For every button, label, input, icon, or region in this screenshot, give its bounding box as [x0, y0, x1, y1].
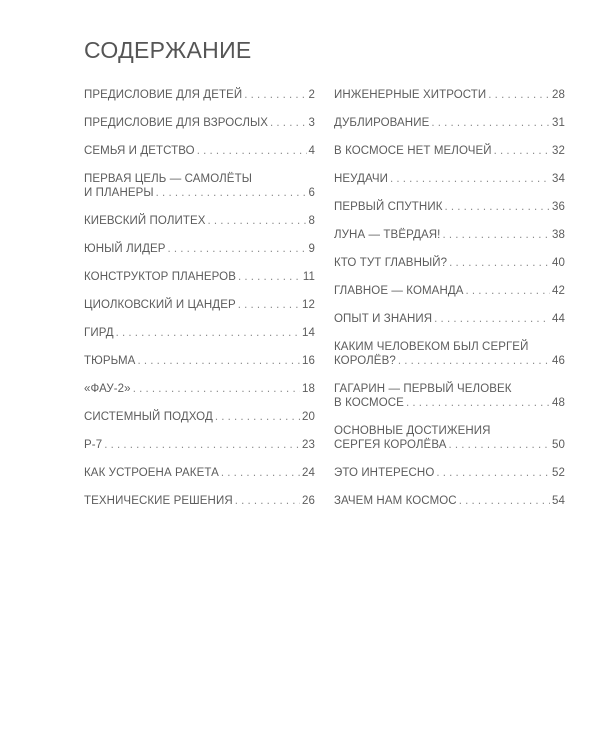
toc-entry — [334, 172, 565, 200]
toc-entry-title: ИНЖЕНЕРНЫЕ ХИТРОСТИ — [334, 89, 487, 101]
dot-leader — [208, 214, 307, 228]
toc-column-left — [84, 88, 315, 522]
toc-entry-title: В КОСМОСЕ НЕТ МЕЛОЧЕЙ — [334, 145, 492, 157]
page-title: СОДЕРЖАНИЕ — [84, 37, 252, 63]
toc-entry-title: ЗАЧЕМ НАМ КОСМОС — [334, 495, 457, 507]
dot-leader — [221, 466, 300, 480]
toc-page-number: 23 — [302, 439, 315, 451]
dot-leader — [238, 298, 300, 312]
toc-entry — [84, 270, 315, 298]
toc-entry — [334, 466, 565, 494]
toc-entry — [84, 116, 315, 144]
toc-entry-title: Р-7 — [84, 439, 103, 451]
toc-page-number: 6 — [308, 187, 315, 199]
dot-leader — [488, 88, 550, 102]
dot-leader — [449, 256, 550, 270]
toc-page-number: 28 — [552, 89, 565, 101]
toc-entry-title: ЦИОЛКОВСКИЙ И ЦАНДЕР — [84, 299, 236, 311]
dot-leader — [445, 200, 551, 214]
dot-leader — [390, 172, 550, 186]
dot-leader — [215, 410, 300, 424]
dot-leader — [104, 438, 300, 452]
toc-entry — [84, 438, 315, 466]
toc-entry — [84, 326, 315, 354]
toc-entry — [334, 256, 565, 284]
dot-leader — [448, 438, 550, 452]
dot-leader — [244, 88, 306, 102]
toc-entry-title: КОНСТРУКТОР ПЛАНЕРОВ — [84, 271, 236, 283]
dot-leader — [133, 382, 300, 396]
toc-entry — [84, 382, 315, 410]
toc-entry-title: ОПЫТ И ЗНАНИЯ — [334, 313, 433, 325]
toc-page-number: 42 — [552, 285, 565, 297]
toc-page-number: 54 — [552, 495, 565, 507]
toc-entry-title: КАК УСТРОЕНА РАКЕТА — [84, 467, 219, 479]
toc-entry-title: ПРЕДИСЛОВИЕ ДЛЯ ДЕТЕЙ — [84, 89, 243, 101]
dot-leader — [466, 284, 550, 298]
toc-entry — [84, 494, 315, 522]
toc-page-number: 38 — [552, 229, 565, 241]
dot-leader — [156, 186, 307, 200]
toc-entry-title: ПЕРВЫЙ СПУТНИК — [334, 201, 443, 213]
toc-page-number: 18 — [302, 383, 315, 395]
toc-entry — [84, 88, 315, 116]
toc-entry — [334, 116, 565, 144]
dot-leader — [168, 242, 307, 256]
toc-page-number: 12 — [302, 299, 315, 311]
toc-entry — [334, 312, 565, 340]
toc-entry-title: ЭТО ИНТЕРЕСНО — [334, 467, 435, 479]
toc-page-number: 14 — [302, 327, 315, 339]
dot-leader — [398, 354, 550, 368]
toc-page-number: 8 — [308, 215, 315, 227]
dot-leader — [197, 144, 307, 158]
toc-entry-title: И ПЛАНЕРЫ — [84, 187, 154, 199]
toc-entry-title: ТЮРЬМА — [84, 355, 136, 367]
toc-page-number: 48 — [552, 397, 565, 409]
toc-entry — [84, 298, 315, 326]
toc-entry-title: ДУБЛИРОВАНИЕ — [334, 117, 430, 129]
toc-entry — [84, 172, 315, 214]
toc-column-right — [334, 88, 565, 522]
toc-page-number: 20 — [302, 411, 315, 423]
toc-entry-title: ЛУНА — ТВЁРДАЯ! — [334, 229, 441, 241]
toc-page-number: 46 — [552, 355, 565, 367]
toc-entry-title-line: ГАГАРИН — ПЕРВЫЙ ЧЕЛОВЕК — [334, 383, 512, 395]
toc-entry — [84, 214, 315, 242]
toc-page-number: 36 — [552, 201, 565, 213]
toc-entry — [334, 88, 565, 116]
toc-entry-title: СЕМЬЯ И ДЕТСТВО — [84, 145, 195, 157]
toc-entry-title: «ФАУ-2» — [84, 383, 131, 395]
toc-page-number: 11 — [302, 271, 315, 283]
dot-leader — [459, 494, 550, 508]
dot-leader — [406, 396, 550, 410]
toc-entry-title: ЮНЫЙ ЛИДЕР — [84, 243, 166, 255]
toc-entry — [334, 340, 565, 382]
dot-leader — [434, 312, 550, 326]
toc-entry — [334, 382, 565, 424]
dot-leader — [238, 270, 301, 284]
toc-page-number: 24 — [302, 467, 315, 479]
toc-entry-title: НЕУДАЧИ — [334, 173, 388, 185]
toc-page-number: 32 — [552, 145, 565, 157]
toc-entry — [84, 354, 315, 382]
toc-entry-title-line: КАКИМ ЧЕЛОВЕКОМ БЫЛ СЕРГЕЙ — [334, 341, 529, 353]
toc-page-number: 26 — [302, 495, 315, 507]
dot-leader — [116, 326, 300, 340]
toc-page-number: 4 — [308, 145, 315, 157]
toc-entry-title: ПРЕДИСЛОВИЕ ДЛЯ ВЗРОСЛЫХ — [84, 117, 269, 129]
dot-leader — [270, 116, 306, 130]
toc-page-number: 9 — [308, 243, 315, 255]
toc-entry — [84, 144, 315, 172]
toc-entry-title: В КОСМОСЕ — [334, 397, 404, 409]
dot-leader — [436, 466, 550, 480]
dot-leader — [494, 144, 550, 158]
toc-entry-title-line: ОСНОВНЫЕ ДОСТИЖЕНИЯ — [334, 425, 491, 437]
toc-page-number: 31 — [552, 117, 565, 129]
toc-page-number: 16 — [302, 355, 315, 367]
toc-page-number: 2 — [308, 89, 315, 101]
toc-entry-title: СИСТЕМНЫЙ ПОДХОД — [84, 411, 213, 423]
toc-page-number: 50 — [552, 439, 565, 451]
toc-entry-title: ГЛАВНОЕ — КОМАНДА — [334, 285, 464, 297]
toc-entry-title: СЕРГЕЯ КОРОЛЁВА — [334, 439, 447, 451]
toc-entry-title: ТЕХНИЧЕСКИЕ РЕШЕНИЯ — [84, 495, 233, 507]
dot-leader — [235, 494, 300, 508]
toc-entry — [84, 242, 315, 270]
toc-entry — [334, 144, 565, 172]
toc-page-number: 34 — [552, 173, 565, 185]
toc-entry — [334, 200, 565, 228]
toc-entry-title: КИЕВСКИЙ ПОЛИТЕХ — [84, 215, 206, 227]
toc-page-number: 44 — [552, 313, 565, 325]
toc-entry-title-line: ПЕРВАЯ ЦЕЛЬ — САМОЛЁТЫ — [84, 173, 252, 185]
toc-entry — [334, 228, 565, 256]
toc-entry-title: КТО ТУТ ГЛАВНЫЙ? — [334, 257, 448, 269]
toc-entry — [334, 494, 565, 522]
toc-entry — [84, 410, 315, 438]
toc-entry — [334, 424, 565, 466]
dot-leader — [431, 116, 550, 130]
toc-page-number: 3 — [308, 117, 315, 129]
dot-leader — [442, 228, 550, 242]
toc-entry — [334, 284, 565, 312]
toc-page-number: 40 — [552, 257, 565, 269]
dot-leader — [137, 354, 300, 368]
toc-entry-title: КОРОЛЁВ? — [334, 355, 396, 367]
toc-entry-title: ГИРД — [84, 327, 114, 339]
toc-page-number: 52 — [552, 467, 565, 479]
toc-entry — [84, 466, 315, 494]
